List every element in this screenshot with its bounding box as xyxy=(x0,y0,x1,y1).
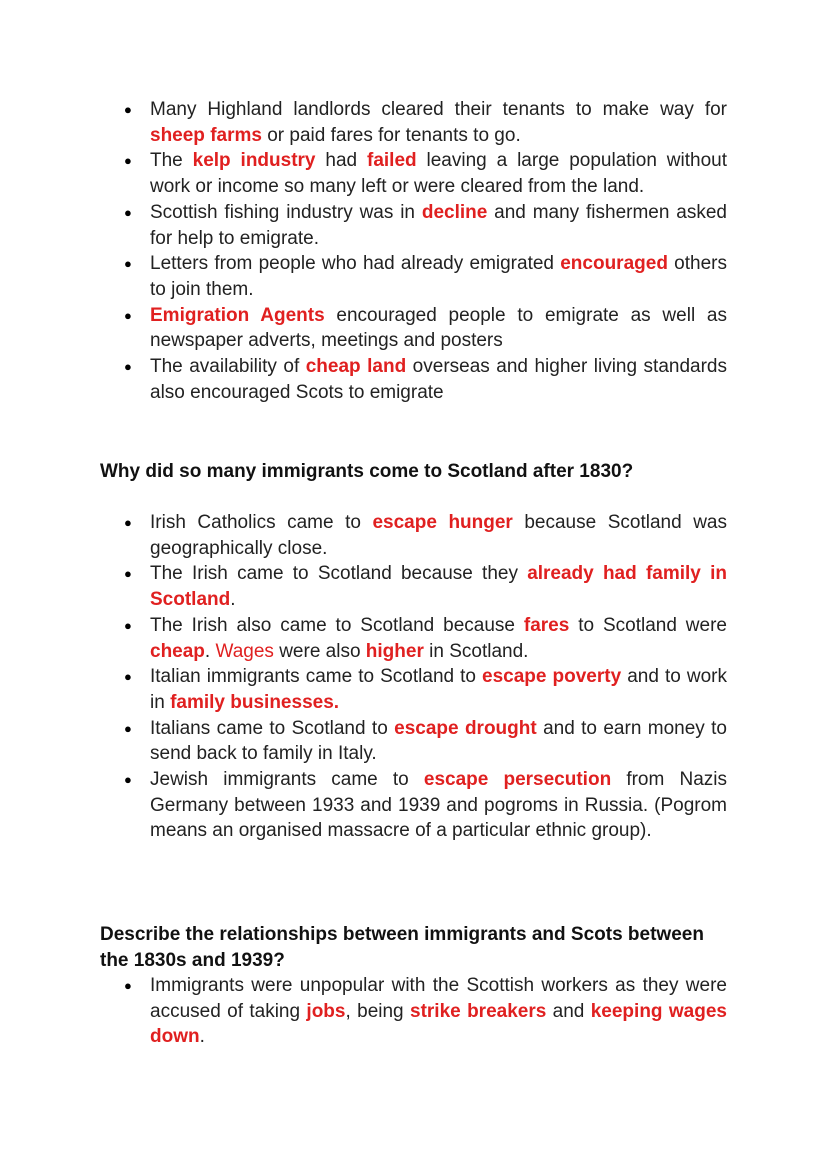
bullet-text: Letters from people who had already emigrated xyxy=(150,253,561,275)
bullet-item xyxy=(124,510,727,561)
question-heading-relationships: Describe the relationships between immigrants and Scots between the 1830s and 1939? xyxy=(100,924,704,971)
bullet-item xyxy=(124,200,727,251)
highlighted-text: escape hunger xyxy=(372,512,513,533)
highlighted-text: encouraged xyxy=(560,253,668,275)
bullet-item xyxy=(124,973,727,1050)
bullet-text: others to join them. xyxy=(150,253,727,300)
highlighted-text: escape poverty xyxy=(482,666,622,688)
bullet-text: The xyxy=(150,150,193,172)
highlighted-text: jobs xyxy=(306,1000,346,1022)
bullet-text: had xyxy=(315,150,367,172)
emigration-reasons-list xyxy=(124,97,727,405)
highlighted-text: Wages xyxy=(215,640,274,662)
highlighted-text: escape drought xyxy=(394,717,537,739)
highlighted-text: already had family in Scotland xyxy=(150,563,727,611)
bullet-item xyxy=(124,767,727,844)
bullet-text: Jewish immigrants came to xyxy=(150,769,424,791)
bullet-text: because Scotland was geographically close. xyxy=(150,512,727,559)
bullet-text: The availability of xyxy=(150,356,306,378)
relationships-list xyxy=(124,973,727,1050)
bullet-text: and to work in xyxy=(150,666,727,713)
bullet-text: . xyxy=(230,589,236,611)
bullet-item xyxy=(124,354,727,405)
bullet-item xyxy=(124,251,727,302)
bullet-text: in Scotland. xyxy=(423,640,529,662)
bullet-item xyxy=(124,664,727,715)
bullet-text: The Irish came to Scotland because they xyxy=(150,563,528,585)
immigration-reasons-list xyxy=(124,510,727,844)
bullet-text: Immigrants were unpopular with the Scottish workers as they were accused of taking xyxy=(150,975,727,1022)
bullet-text: . xyxy=(199,1026,205,1048)
highlighted-text: sheep farms xyxy=(150,124,262,146)
bullet-item xyxy=(124,613,727,664)
highlighted-text: keeping wages down xyxy=(150,1000,727,1048)
bullet-text: Italians came to Scotland to xyxy=(150,717,395,739)
bullet-text: The Irish also came to Scotland because xyxy=(150,614,524,636)
bullet-text: and many fishermen asked for help to emigrate. xyxy=(150,201,727,249)
highlighted-text: cheap land xyxy=(305,356,407,378)
bullet-text: were also xyxy=(273,640,366,662)
bullet-item xyxy=(124,97,727,148)
bullet-text: leaving a large population without work or income so many left or were cleared from the land. xyxy=(150,150,727,198)
bullet-text: to Scotland were xyxy=(569,614,727,636)
bullet-text: from Nazis Germany between 1933 and 1939 and pogroms in Russia. (Pogrom means an organised massacre of a particular ethnic group). xyxy=(150,769,727,842)
question-heading-immigrants: Why did so many immigrants come to Scotland after 1830? xyxy=(100,461,634,482)
bullet-text: overseas and higher living standards also encouraged Scots to emigrate xyxy=(150,356,727,403)
highlighted-text: strike breakers xyxy=(410,1000,547,1022)
highlighted-text: family businesses. xyxy=(170,691,340,713)
bullet-text: encouraged people to emigrate as well as newspaper adverts, meetings and posters xyxy=(150,304,727,352)
highlighted-text: kelp industry xyxy=(192,150,316,172)
highlighted-text: cheap xyxy=(150,640,205,662)
bullet-item xyxy=(124,303,727,354)
highlighted-text: Emigration Agents xyxy=(150,304,325,326)
bullet-text: Many Highland landlords cleared their tenants to make way for xyxy=(150,99,727,120)
bullet-item xyxy=(124,716,727,767)
bullet-item xyxy=(124,561,727,612)
highlighted-text: higher xyxy=(365,640,424,662)
bullet-text: and xyxy=(546,1000,591,1022)
bullet-text: or paid fares for tenants to go. xyxy=(261,124,521,146)
bullet-text: and to earn money to send back to family in Italy. xyxy=(150,717,727,765)
highlighted-text: failed xyxy=(367,150,417,172)
bullet-text: . xyxy=(204,640,216,662)
highlighted-text: fares xyxy=(523,614,570,636)
bullet-text: , being xyxy=(345,1000,410,1022)
highlighted-text: escape persecution xyxy=(423,769,612,791)
bullet-text: Italian immigrants came to Scotland to xyxy=(150,666,483,688)
highlighted-text: decline xyxy=(421,201,488,223)
bullet-item xyxy=(124,148,727,199)
bullet-text: Irish Catholics came to xyxy=(150,512,373,533)
bullet-text: Scottish fishing industry was in xyxy=(150,201,422,223)
